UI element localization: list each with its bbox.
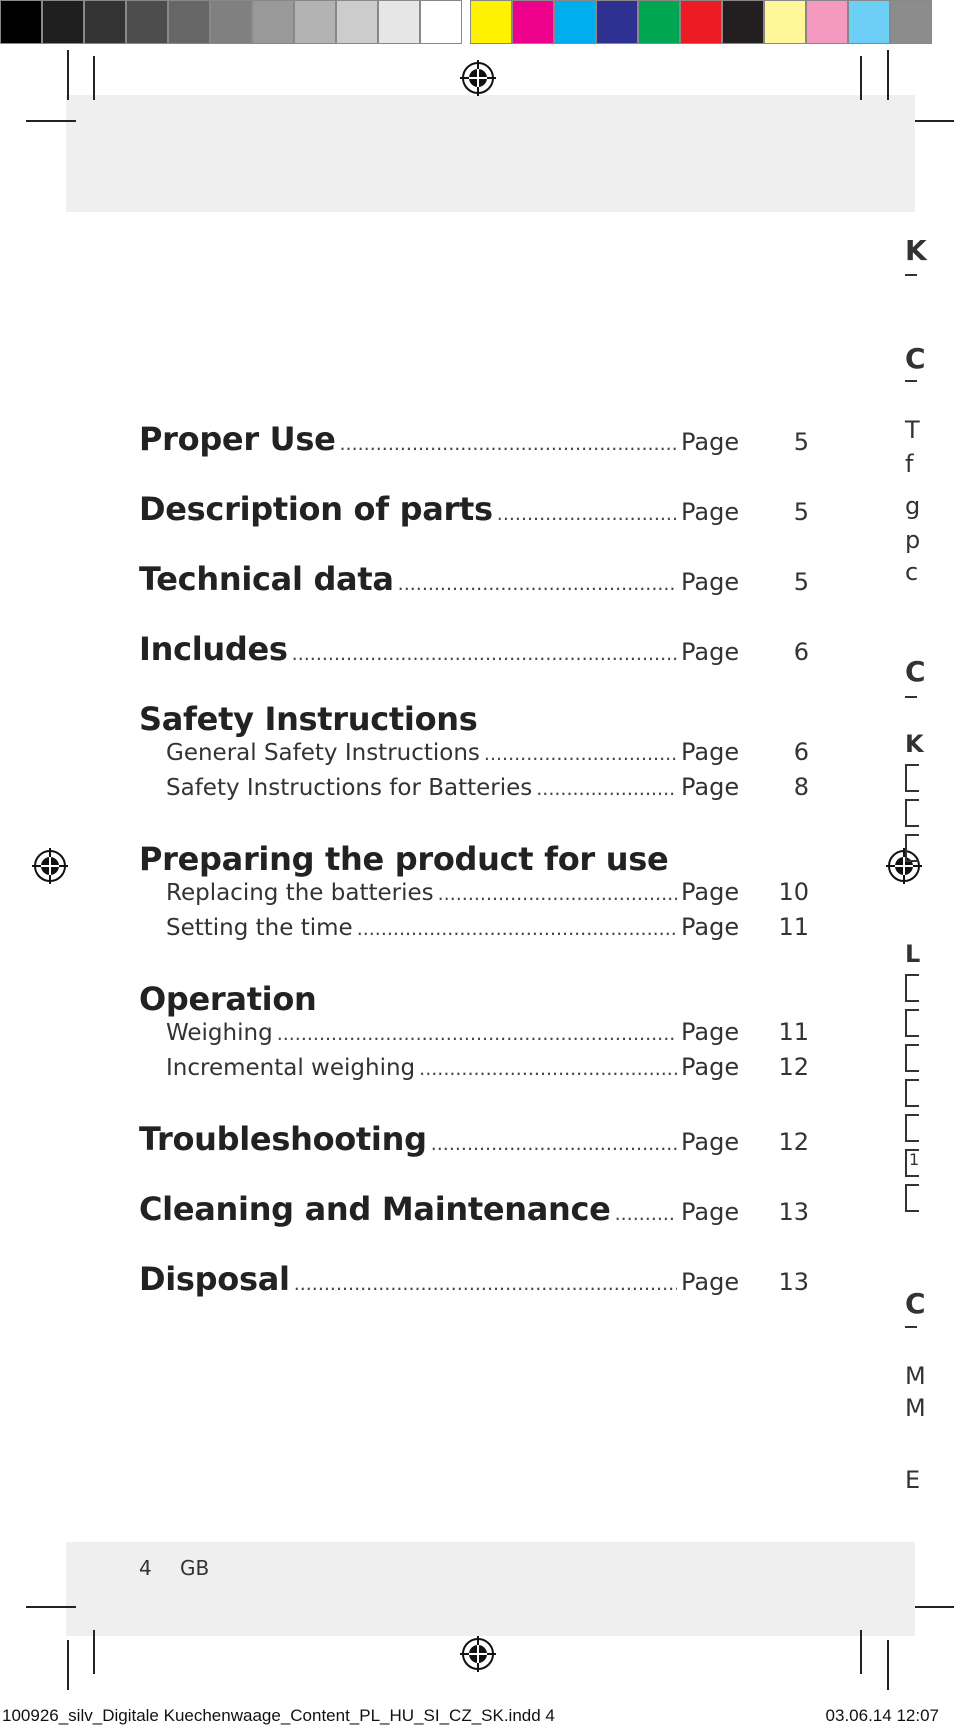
color-swatch xyxy=(596,0,638,44)
leader-dots xyxy=(294,1273,677,1295)
edge-glyph: f xyxy=(905,450,914,478)
header-band xyxy=(66,95,915,212)
color-swatch xyxy=(252,0,294,44)
toc-entry-title: Proper Use xyxy=(139,420,336,458)
leader-dots xyxy=(292,643,677,665)
page-label: Page xyxy=(681,638,740,666)
edge-glyph: C xyxy=(905,342,926,375)
page-label: Page xyxy=(681,1268,740,1296)
page-number: 8 xyxy=(793,773,809,801)
page-number: 10 xyxy=(778,878,809,906)
page-label: Page xyxy=(681,568,740,596)
leader-dots xyxy=(497,503,677,525)
toc-entry-title: Technical data xyxy=(139,560,394,598)
registration-mark-icon xyxy=(32,848,68,884)
toc-entry-description-of-parts[interactable] xyxy=(139,490,809,560)
edge-table-cell xyxy=(905,1044,919,1072)
color-swatch xyxy=(0,0,42,44)
color-swatch xyxy=(210,0,252,44)
page-label: Page xyxy=(681,913,740,941)
color-swatch xyxy=(126,0,168,44)
footer-language: GB xyxy=(180,1556,210,1580)
edge-glyph: K xyxy=(905,234,927,267)
leader-dots xyxy=(438,883,677,905)
toc-entry-title: Cleaning and Maintenance xyxy=(139,1190,611,1228)
edge-glyph: M xyxy=(905,1394,926,1422)
leader-dots xyxy=(419,1058,677,1080)
toc-entry-cleaning-and-maintenance[interactable] xyxy=(139,1190,809,1260)
color-swatch xyxy=(554,0,596,44)
edge-table-cell xyxy=(905,799,919,827)
page-label: Page xyxy=(681,1018,740,1046)
page-number: 11 xyxy=(778,1018,809,1046)
page-label: Page xyxy=(681,773,740,801)
leader-dots xyxy=(398,573,677,595)
edge-glyph: g xyxy=(905,492,921,520)
toc-section-preparing xyxy=(139,840,809,980)
crop-mark xyxy=(26,120,76,122)
edge-table-cell xyxy=(905,764,919,792)
edge-glyph: C xyxy=(905,655,926,688)
leader-dots xyxy=(340,433,678,455)
color-swatch xyxy=(294,0,336,44)
color-swatch xyxy=(168,0,210,44)
registration-mark-icon xyxy=(460,60,496,96)
crop-mark xyxy=(26,1606,76,1608)
page-number: 13 xyxy=(778,1198,809,1226)
color-swatch xyxy=(420,0,462,44)
edge-glyph: p xyxy=(905,526,921,554)
toc-subentry-title: Weighing xyxy=(166,1020,273,1046)
color-swatch xyxy=(848,0,890,44)
edge-glyph: T xyxy=(905,416,920,444)
edge-rule xyxy=(905,274,917,276)
toc-section-heading[interactable]: Preparing the product for use xyxy=(139,840,669,878)
edge-glyph: K xyxy=(905,730,924,758)
edge-glyph: 1 xyxy=(909,1150,920,1169)
toc-subentry-title: Safety Instructions for Batteries xyxy=(166,775,533,801)
page-label: Page xyxy=(681,878,740,906)
leader-dots xyxy=(277,1023,677,1045)
page-number: 6 xyxy=(793,738,809,766)
page-number: 11 xyxy=(778,913,809,941)
crop-mark xyxy=(887,1640,889,1690)
leader-dots xyxy=(357,918,677,940)
edge-glyph: C xyxy=(905,1287,926,1320)
toc-subentry[interactable] xyxy=(139,773,809,808)
slug-file-name: 100926_silv_Digitale Kuechenwaage_Content_PL_HU_SI_CZ_SK.indd 4 xyxy=(2,1706,555,1725)
toc-entry-troubleshooting[interactable] xyxy=(139,1120,809,1190)
crop-mark xyxy=(67,1640,69,1690)
page-label: Page xyxy=(681,1198,740,1226)
toc-entry-proper-use[interactable] xyxy=(139,420,809,490)
toc-entry-title: Disposal xyxy=(139,1260,290,1298)
toc-section-heading[interactable]: Safety Instructions xyxy=(139,700,478,738)
color-swatch xyxy=(470,0,512,44)
page-label: Page xyxy=(681,498,740,526)
page-number: 12 xyxy=(778,1053,809,1081)
leader-dots xyxy=(536,778,677,800)
toc-section-operation xyxy=(139,980,809,1120)
page-number: 6 xyxy=(793,638,809,666)
edge-rule xyxy=(905,1326,917,1328)
toc-entry-disposal[interactable] xyxy=(139,1260,809,1330)
crop-mark xyxy=(93,1630,95,1674)
page-label: Page xyxy=(681,428,740,456)
edge-glyph: c xyxy=(905,558,919,586)
crop-mark xyxy=(887,50,889,100)
edge-table-cell xyxy=(905,1184,919,1212)
page-number: 13 xyxy=(778,1268,809,1296)
crop-mark xyxy=(860,56,862,100)
toc-subentry-title: Incremental weighing xyxy=(166,1055,416,1081)
toc-entry-includes[interactable] xyxy=(139,630,809,700)
toc-subentry[interactable] xyxy=(139,1018,809,1053)
crop-mark xyxy=(93,56,95,100)
color-swatch xyxy=(378,0,420,44)
leader-dots xyxy=(431,1133,677,1155)
color-swatch xyxy=(42,0,84,44)
slug-date-time: 03.06.14 12:07 xyxy=(825,1706,939,1725)
toc-subentry[interactable] xyxy=(139,1053,809,1088)
toc-entry-title: Description of parts xyxy=(139,490,493,528)
crop-mark xyxy=(915,1606,954,1608)
leader-dots xyxy=(615,1203,677,1225)
toc-entry-title: Includes xyxy=(139,630,288,668)
edge-glyph: L xyxy=(905,940,921,968)
page-number: 12 xyxy=(778,1128,809,1156)
edge-table-cell xyxy=(905,1114,919,1142)
toc-entry-title: Troubleshooting xyxy=(139,1120,427,1158)
leader-dots xyxy=(484,743,677,765)
crop-mark xyxy=(67,50,69,100)
color-swatch xyxy=(638,0,680,44)
page-number: 5 xyxy=(793,428,809,456)
color-swatch xyxy=(512,0,554,44)
toc-subentry-title: Replacing the batteries xyxy=(166,880,434,906)
page-label: Page xyxy=(681,738,740,766)
toc-section-heading[interactable]: Operation xyxy=(139,980,317,1018)
color-swatch xyxy=(84,0,126,44)
toc-entry-technical-data[interactable] xyxy=(139,560,809,630)
color-swatch xyxy=(890,0,932,44)
edge-glyph: E xyxy=(905,1466,921,1494)
color-swatch xyxy=(336,0,378,44)
toc-subentry-title: General Safety Instructions xyxy=(166,740,480,766)
edge-glyph: M xyxy=(905,1362,926,1390)
table-of-contents xyxy=(139,420,809,1330)
edge-table-cell xyxy=(905,974,919,1002)
footer-page-number: 4 xyxy=(139,1556,152,1580)
toc-section-safety xyxy=(139,700,809,840)
toc-subentry[interactable] xyxy=(139,878,809,913)
color-swatch xyxy=(722,0,764,44)
toc-subentry[interactable] xyxy=(139,738,809,773)
edge-rule xyxy=(905,696,917,698)
page-label: Page xyxy=(681,1053,740,1081)
edge-table-cell xyxy=(905,1079,919,1107)
color-swatch xyxy=(764,0,806,44)
registration-mark-icon xyxy=(460,1636,496,1672)
crop-mark xyxy=(915,120,954,122)
crop-mark xyxy=(860,1630,862,1674)
page-number: 5 xyxy=(793,568,809,596)
color-swatch xyxy=(680,0,722,44)
color-swatch xyxy=(806,0,848,44)
page-number: 5 xyxy=(793,498,809,526)
color-bar xyxy=(0,0,932,47)
toc-subentry[interactable] xyxy=(139,913,809,948)
toc-subentry-title: Setting the time xyxy=(166,915,353,941)
edge-table-cell xyxy=(905,834,919,862)
page-label: Page xyxy=(681,1128,740,1156)
edge-rule xyxy=(905,380,917,382)
edge-table-cell xyxy=(905,1009,919,1037)
